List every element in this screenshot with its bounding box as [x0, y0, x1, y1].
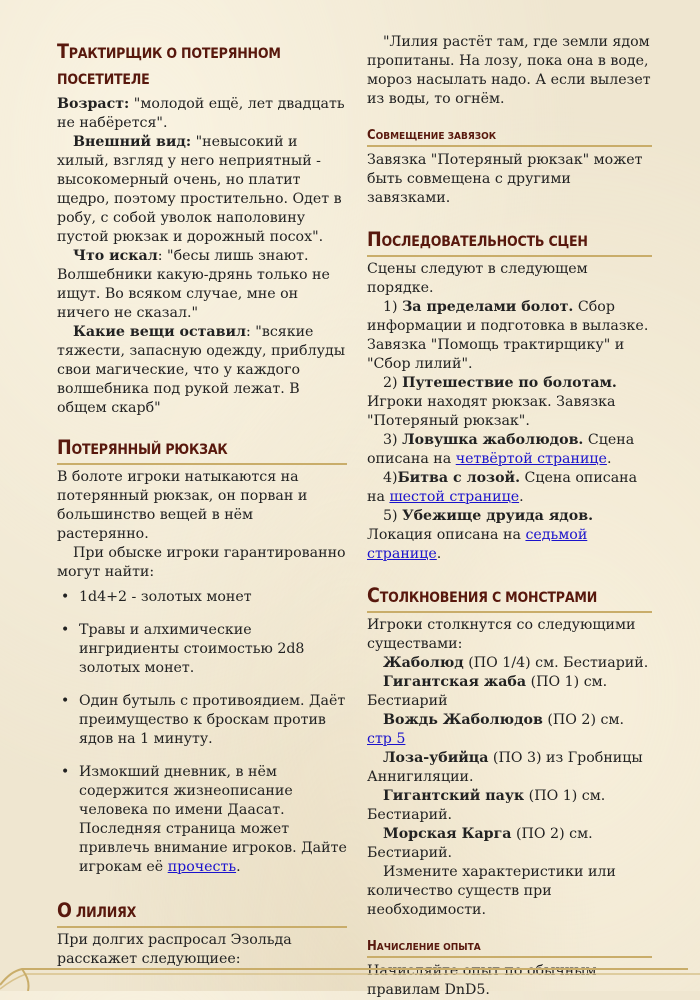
list-item: • Травы и алхимические ингридиенты стоимостью 2d8 золотых монет. — [57, 621, 347, 678]
left-column — [57, 30, 347, 969]
page-6-link[interactable]: шестой странице — [389, 489, 520, 505]
monster-2: Гигантская жаба (ПО 1) см. Бестиарий — [367, 674, 608, 709]
monsters-outro: Измените характеристики или количество существ при необходимости. — [367, 864, 616, 918]
list-item: • Измокший дневник, в нём содержится жизнеописание человека по имени Даасат. Последняя страница может привлечь внимание игроков. Дайте игрокам её прочесть. — [57, 763, 347, 877]
monsters-heading: СТОЛКНОВЕНИЯ С МОНСТРАМИ — [367, 584, 652, 613]
monster-6: Морская Карга (ПО 2) см. Бестиарий. — [367, 826, 593, 861]
page-7-link[interactable]: седьмой странице — [367, 527, 588, 562]
sequence-intro: Сцены следуют в следующем порядке. — [367, 261, 588, 296]
backpack-heading: ПОТЕРЯННЫЙ РЮКЗАК — [57, 436, 347, 465]
page-border-ornament — [0, 961, 700, 991]
combine-heading: СОВМЕЩЕНИЕ ЗАВЯЗОК — [367, 127, 652, 147]
age-paragraph: Возраст: "молодой ещё, лет двадцать не набёрется". — [57, 96, 345, 131]
read-diary-link[interactable]: прочесть — [167, 859, 237, 875]
right-column — [367, 30, 652, 1000]
appearance-paragraph: Внешний вид: "невысокий и хилый, взгляд у него неприятный - высокомерный очень, но платит щедро, поэтому простительно. Одет в робу, с собой уволок наполовину пустой рюкзак и дорожный посох". — [57, 134, 342, 245]
sought-paragraph: Что искал: "бесы лишь знают. Волшебники какую-дрянь только не ищут. Во всяком случае, мне он ничего не сказал." — [57, 248, 330, 321]
list-item: • 1d4+2 - золотых монет — [57, 588, 347, 607]
monster-5: Гигантский паук (ПО 1) см. Бестиарий. — [367, 788, 606, 823]
xp-heading: НАЧИСЛЕНИЕ ОПЫТА — [367, 938, 652, 958]
scene-2: 2) Путешествие по болотам. Игроки находят рюкзак. Завязка "Потеряный рюкзак". — [367, 375, 617, 429]
scene-1: 1) За пределами болот. Сбор информации и подготовка в вылазке. Завязка "Помощь трактирщику" и "Сбор лилий". — [367, 299, 649, 372]
lilies-quote: "Лилия растёт там, где земли ядом пропитаны. На лозу, пока она в воде, мороз насылать надо. А если вылезет из воды, то огнём. — [367, 34, 651, 107]
lilies-paragraph: При долгих распросал Эзольда расскажет следующиее: — [57, 932, 292, 967]
scene-3: 3) Ловушка жаболюдов. Сцена описана на четвёртой странице. — [367, 432, 635, 467]
monster-3: Вождь Жаболюдов (ПО 2) см. стр 5 — [367, 712, 624, 747]
page-4-link[interactable]: четвёртой странице — [455, 451, 607, 467]
innkeeper-heading: ТРАКТИРЩИК О ПОТЕРЯННОМ ПОСЕТИТЕЛЕ — [57, 40, 281, 88]
page-5-link[interactable]: стр 5 — [367, 731, 406, 747]
list-item: • Один бутыль с противоядием. Даёт преимущество к броскам против ядов на 1 минуту. — [57, 692, 347, 749]
combine-paragraph: Завязка "Потеряный рюкзак" может быть совмещена с другими завязками. — [367, 152, 643, 206]
monster-1: Жаболюд (ПО 1/4) см. Бестиарий. — [383, 655, 649, 671]
monsters-intro: Игроки столкнутся со следующими существами: — [367, 617, 636, 652]
left-items-paragraph: Какие вещи оставил: "всякие тяжести, запасную одежду, приблуды свои магические, что у каждого волшебника под рукой лежат. В общем скарб" — [57, 324, 345, 416]
lilies-heading: О ЛИЛИЯХ — [57, 899, 347, 928]
sequence-heading: ПОСЛЕДОВАТЕЛЬНОСТЬ СЦЕН — [367, 228, 652, 257]
monster-4: Лоза-убийца (ПО 3) из Гробницы Аннигиляции. — [367, 750, 643, 785]
backpack-paragraph-2: При обыске игроки гарантированно могут найти: — [57, 545, 346, 580]
xp-paragraph: Начисляйте опыт по обычным правилам DnD5. — [367, 963, 597, 998]
backpack-item-list — [57, 588, 347, 877]
backpack-paragraph-1: В болоте игроки натыкаются на потерянный рюкзак, он порван и большинство вещей в нём растерянно. — [57, 469, 308, 542]
scene-5: 5) Убежище друида ядов. Локация описана на седьмой странице. — [367, 508, 594, 562]
scene-4: 4)Битва с лозой. Сцена описана на шестой странице. — [367, 470, 638, 505]
